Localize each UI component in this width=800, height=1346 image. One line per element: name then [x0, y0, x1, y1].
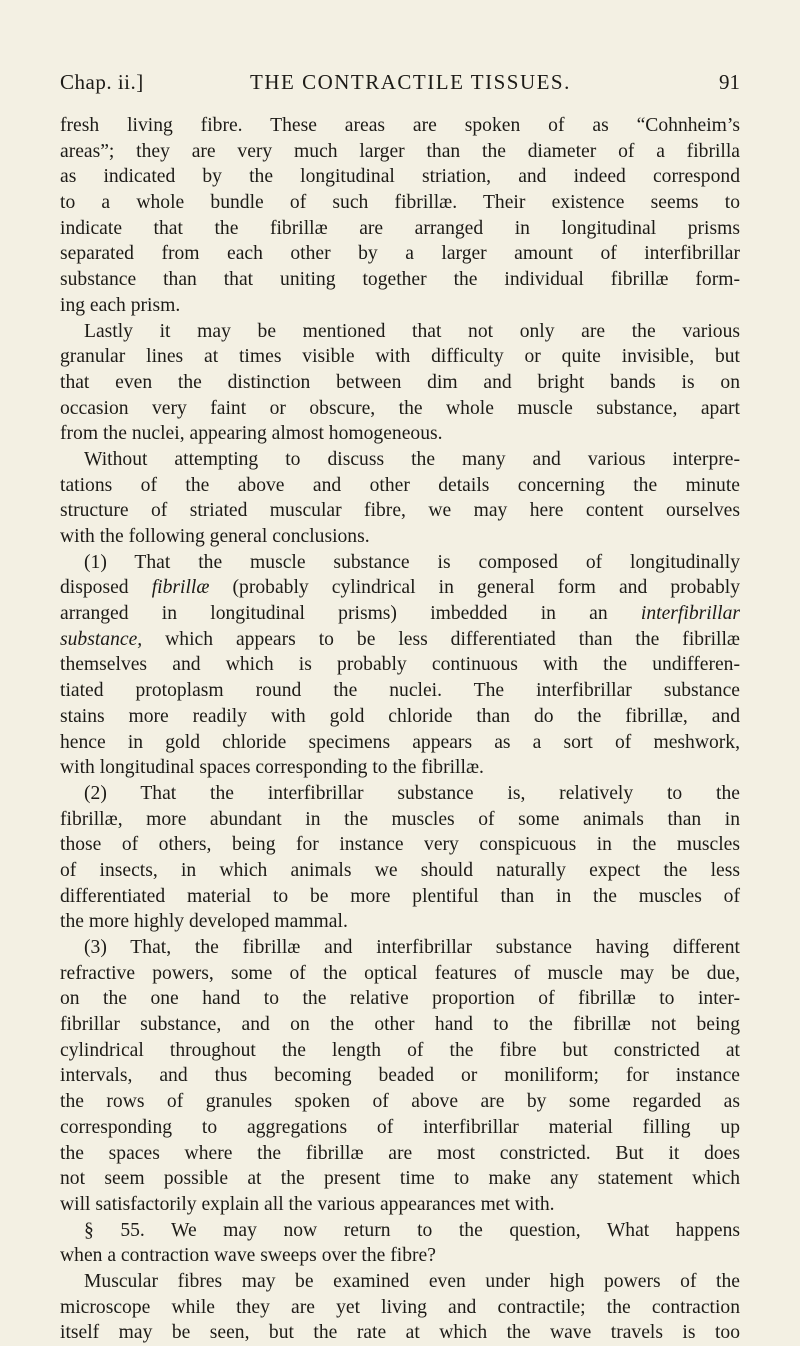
running-title: THE CONTRACTILE TISSUES. [250, 70, 571, 94]
chapter-label: Chap. ii.] [60, 70, 144, 94]
text-line: with longitudinal spaces corresponding to the fibrillæ. [60, 757, 484, 779]
text-line: Without attempting to discuss the many and various interpre- [84, 448, 740, 470]
text-line: from the nuclei, appearing almost homogeneous. [60, 423, 443, 445]
text-line: itself may be seen, but the rate at which the wave travels is too [60, 1322, 740, 1344]
text-line: the spaces where the fibrillæ are most constricted. But it does [60, 1142, 740, 1164]
italic-term-substance: substance, [60, 628, 143, 650]
text-line: cylindrical throughout the length of the fibre but constricted at [60, 1039, 740, 1061]
text-line: microscope while they are yet living and contractile; the contraction [60, 1296, 740, 1318]
text-line: ing each prism. [60, 294, 181, 316]
text-line: (2) That the interfibrillar substance is, relatively to the [84, 782, 740, 804]
italic-term-interfibrillar: interfibrillar [640, 603, 740, 625]
text-line: the more highly developed mammal. [60, 911, 348, 933]
text-line: hence in gold chloride specimens appears as a sort of meshwork, [60, 731, 740, 753]
text-line: (1) That the muscle substance is composed of longitudinally [84, 551, 740, 573]
text-run: which appears to be less differentiated than the fibrillæ [142, 628, 740, 650]
text-line: structure of striated muscular fibre, we may here content ourselves [60, 500, 740, 522]
text-line: to a whole bundle of such fibrillæ. Their existence seems to [60, 192, 740, 214]
text-line: indicate that the fibrillæ are arranged in longitudinal prisms [60, 217, 740, 239]
section-heading-line: § 55. We may now return to the question, What happens [84, 1219, 740, 1241]
text-line: will satisfactorily explain all the various appearances met with. [60, 1193, 555, 1215]
text-line [60, 575, 740, 601]
text-line: intervals, and thus becoming beaded or moniliform; for instance [60, 1065, 740, 1087]
text-line: areas”; they are very much larger than the diameter of a fibrilla [60, 140, 740, 162]
text-line: Lastly it may be mentioned that not only are the various [84, 320, 740, 342]
text-run: (probably cylindrical in general form and probably [209, 577, 740, 599]
text-line: with the following general conclusions. [60, 526, 370, 547]
text-run: disposed [60, 577, 152, 599]
text-line: as indicated by the longitudinal striation, and indeed correspond [60, 166, 740, 188]
text-line: that even the distinction between dim and bright bands is on [60, 371, 740, 393]
page-number: 91 [719, 70, 740, 94]
text-line: on the one hand to the relative proportion of fibrillæ to inter- [60, 988, 740, 1010]
text-line: granular lines at times visible with difficulty or quite invisible, but [60, 346, 740, 368]
text-line: themselves and which is probably continuous with the undifferen- [60, 654, 740, 676]
text-line: substance than that uniting together the individual fibrillæ form- [60, 269, 740, 291]
running-header [60, 70, 740, 100]
text-line: fibrillar substance, and on the other hand to the fibrillæ not being [60, 1014, 740, 1036]
text-line: when a contraction wave sweeps over the fibre? [60, 1245, 436, 1267]
text-line [60, 627, 740, 653]
text-line: stains more readily with gold chloride than do the fibrillæ, and [60, 705, 740, 727]
text-line: separated from each other by a larger amount of interfibrillar [60, 243, 740, 265]
text-line: those of others, being for instance very conspicuous in the muscles [60, 834, 740, 856]
text-line: refractive powers, some of the optical features of muscle may be due, [60, 962, 740, 984]
text-line: tations of the above and other details concerning the minute [60, 474, 740, 496]
text-line: not seem possible at the present time to make any statement which [60, 1168, 740, 1190]
text-line: fresh living fibre. These areas are spoken of as “Cohnheim’s [60, 115, 740, 136]
text-line: fibrillæ, more abundant in the muscles of some animals than in [60, 808, 740, 830]
italic-term-fibrillae: fibrillæ [151, 577, 210, 599]
text-line [60, 601, 740, 627]
text-line: tiated protoplasm round the nuclei. The interfibrillar substance [60, 680, 740, 702]
text-line: the rows of granules spoken of above are by some regarded as [60, 1091, 740, 1113]
body-text [60, 113, 740, 1346]
text-line: Muscular fibres may be examined even under high powers of the [84, 1270, 740, 1292]
text-line: (3) That, the fibrillæ and interfibrillar substance having different [84, 937, 740, 958]
text-run: arranged in longitudinal prisms) imbedded in an [60, 603, 641, 625]
text-line: differentiated material to be more plentiful than in the muscles of [60, 885, 740, 907]
text-line: corresponding to aggregations of interfibrillar material filling up [60, 1116, 740, 1138]
text-line: occasion very faint or obscure, the whole muscle substance, apart [60, 397, 740, 419]
text-line: of insects, in which animals we should naturally expect the less [60, 859, 740, 881]
